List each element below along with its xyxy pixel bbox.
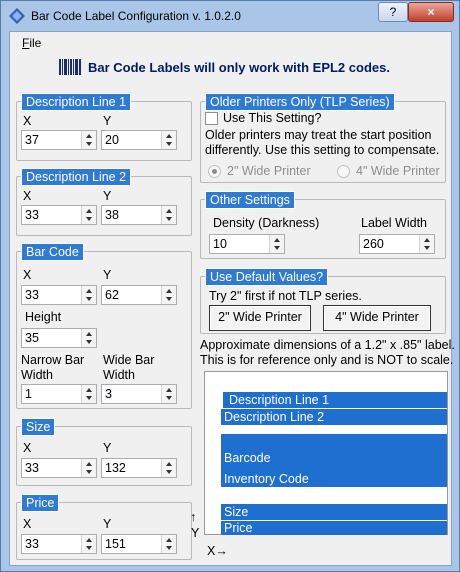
description-line-2-x-input[interactable]: 33 — [21, 205, 97, 225]
menu-file[interactable]: File — [22, 36, 42, 50]
size-y-input[interactable]: 132 — [101, 458, 177, 478]
y-label: Y — [103, 114, 112, 128]
bar-code-y-input[interactable]: 62 — [101, 285, 177, 305]
spin-arrows[interactable] — [81, 459, 96, 477]
preview-barcode: Barcode — [221, 434, 447, 471]
price-x-input[interactable]: 33 — [21, 534, 97, 554]
spin-arrows[interactable] — [161, 385, 176, 403]
preview-size: Size — [221, 504, 447, 520]
y-label: Y — [103, 189, 112, 203]
y-label: Y — [103, 268, 112, 282]
spin-arrows[interactable] — [269, 235, 284, 253]
radio-4in-label: 4" Wide Printer — [356, 164, 440, 178]
menu-bar — [10, 32, 451, 54]
spin-arrows[interactable] — [161, 206, 176, 224]
spin-arrows[interactable] — [81, 131, 96, 149]
group-description-line-2 — [16, 170, 192, 236]
use-setting-label: Use This Setting? — [223, 111, 322, 125]
spin-arrows[interactable] — [81, 329, 96, 347]
preview-inventory-code: Inventory Code — [221, 471, 447, 487]
y-label: Y — [103, 517, 112, 531]
group-label: Description Line 1 — [21, 93, 131, 111]
height-label: Height — [25, 310, 62, 324]
size-x-input[interactable]: 33 — [21, 458, 97, 478]
default-hint: Try 2" first if not TLP series. — [209, 289, 362, 303]
group-label: Size — [21, 418, 55, 436]
help-button[interactable]: ? — [378, 2, 408, 22]
narrow-bar-label: Narrow Bar — [21, 353, 85, 367]
radio-4in-printer[interactable] — [337, 165, 350, 178]
spin-arrows[interactable] — [419, 235, 434, 253]
bar-code-height-input[interactable]: 35 — [21, 328, 97, 348]
spin-arrows[interactable] — [81, 535, 96, 553]
wide-bar-label-2: Width — [103, 368, 135, 382]
density-label: Density (Darkness) — [213, 216, 320, 230]
preview-description-line-2: Description Line 2 — [221, 409, 447, 425]
group-default-values — [200, 270, 446, 334]
description-line-1-y-input[interactable]: 20 — [101, 130, 177, 150]
spin-arrows[interactable] — [161, 535, 176, 553]
description-line-2-y-input[interactable]: 38 — [101, 205, 177, 225]
preview-description-line-1: Description Line 1 — [223, 392, 447, 408]
client-area — [9, 31, 455, 566]
close-button[interactable]: × — [408, 2, 454, 22]
description-line-1-x-input[interactable]: 37 — [21, 130, 97, 150]
x-label: X — [23, 441, 32, 455]
spin-arrows[interactable] — [81, 385, 96, 403]
older-note-1: Older printers may treat the start position — [205, 128, 432, 142]
default-4in-button[interactable]: 4" Wide Printer — [323, 305, 431, 331]
group-size — [16, 420, 192, 486]
y-axis-arrow: ↑ — [190, 510, 197, 524]
x-axis-label: X→ — [207, 544, 228, 558]
group-label: Description Line 2 — [21, 168, 131, 186]
x-label: X — [23, 114, 32, 128]
x-label: X — [23, 189, 32, 203]
group-label: Use Default Values? — [205, 268, 328, 286]
radio-2in-printer[interactable] — [208, 165, 221, 178]
wide-bar-width-input[interactable]: 3 — [101, 384, 177, 404]
label-width-input[interactable]: 260 — [359, 234, 435, 254]
group-label: Other Settings — [205, 191, 295, 209]
use-setting-checkbox[interactable] — [205, 112, 218, 125]
window-title: Bar Code Label Configuration v. 1.0.2.0 — [31, 9, 241, 23]
app-icon — [9, 8, 25, 24]
banner-text: Bar Code Labels will only work with EPL2 codes. — [88, 60, 390, 75]
preview-price: Price — [221, 521, 447, 535]
bar-code-x-input[interactable]: 33 — [21, 285, 97, 305]
title-bar[interactable] — [1, 1, 459, 31]
y-label: Y — [103, 441, 112, 455]
spin-arrows[interactable] — [161, 286, 176, 304]
group-label: Price — [21, 494, 59, 512]
label-preview — [204, 371, 448, 535]
spin-arrows[interactable] — [81, 286, 96, 304]
x-label: X — [23, 517, 32, 531]
group-description-line-1 — [16, 95, 192, 161]
spin-arrows[interactable] — [81, 206, 96, 224]
group-label: Older Printers Only (TLP Series) — [205, 93, 395, 111]
spin-arrows[interactable] — [161, 459, 176, 477]
spin-arrows[interactable] — [161, 131, 176, 149]
group-other-settings — [200, 193, 446, 259]
density-input[interactable]: 10 — [209, 234, 285, 254]
wide-bar-label: Wide Bar — [103, 353, 155, 367]
default-2in-button[interactable]: 2" Wide Printer — [209, 305, 311, 331]
label-width-label: Label Width — [361, 216, 428, 230]
preview-note-2: This is for reference only and is NOT to scale. — [200, 353, 454, 367]
narrow-bar-width-input[interactable]: 1 — [21, 384, 97, 404]
older-note-2: differently. Use this setting to compensate. — [205, 143, 440, 157]
group-price — [16, 496, 192, 560]
preview-note-1: Approximate dimensions of a 1.2" x .85" label. — [200, 338, 455, 352]
x-label: X — [23, 268, 32, 282]
group-bar-code — [16, 245, 192, 409]
epl2-banner — [58, 58, 438, 78]
radio-2in-label: 2" Wide Printer — [227, 164, 311, 178]
group-older-printers — [200, 95, 446, 183]
group-label: Bar Code — [21, 243, 84, 261]
price-y-input[interactable]: 151 — [101, 534, 177, 554]
barcode-icon — [58, 58, 82, 76]
narrow-bar-label-2: Width — [21, 368, 53, 382]
y-axis-label: Y — [191, 526, 200, 540]
